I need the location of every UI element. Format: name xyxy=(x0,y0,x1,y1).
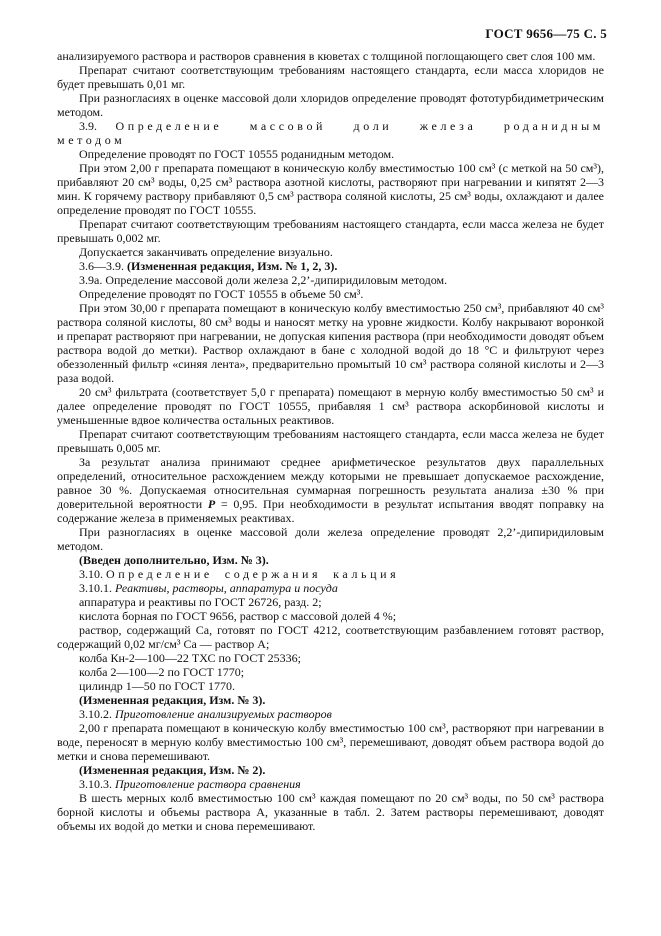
paragraph xyxy=(57,763,604,777)
paragraph xyxy=(57,273,604,287)
paragraph xyxy=(57,567,604,581)
paragraph xyxy=(57,385,604,427)
text-run: Определение проводят по ГОСТ 10555 роданидным методом. xyxy=(79,147,395,161)
text-run: Препарат считают соответствующим требованиям настоящего стандарта, если масса железа не будет превышать 0,005 мг. xyxy=(57,427,604,455)
paragraph xyxy=(57,63,604,91)
text-run: цилиндр 1—50 по ГОСТ 1770. xyxy=(79,679,235,693)
text-run: Препарат считают соответствующим требованиям настоящего стандарта, если масса железа не будет превышать 0,002 мг. xyxy=(57,217,604,245)
paragraph xyxy=(57,525,604,553)
text-run: Препарат считают соответствующим требованиям настоящего стандарта, если масса хлоридов не будет превышать 0,01 мг. xyxy=(57,63,604,91)
text-run: = 0,95. При необходимости в результат испытания вводят поправку на содержание железа в применяемых реактивах. xyxy=(57,497,604,525)
page-header-standard-number: ГОСТ 9656—75 С. 5 xyxy=(485,26,607,41)
paragraph xyxy=(57,595,604,609)
paragraph xyxy=(57,245,604,259)
text-run: 3.10.1. xyxy=(79,581,115,595)
text-run: При разногласиях в оценке массовой доли железа определение проводят 2,2’-дипиридиловым методом. xyxy=(57,525,604,553)
text-run-bold: (Измененная редакция, Изм. № 1, 2, 3). xyxy=(127,259,338,273)
text-run: колба Кн-2—100—22 ТХС по ГОСТ 25336; xyxy=(79,651,301,665)
text-run: 3.10.2. xyxy=(79,707,115,721)
text-run: При разногласиях в оценке массовой доли хлоридов определение проводят фототурбидиметрическим методом. xyxy=(57,91,604,119)
text-run: 20 см³ фильтрата (соответствует 5,0 г препарата) помещают в мерную колбу вместимостью 50 см³ и далее определение проводят по ГОСТ 10555, прибавляя 1 см³ раствора аскорбиновой кислоты и уменьшенные вдвое количества остальных реактивов. xyxy=(57,385,604,427)
paragraph xyxy=(57,651,604,665)
text-run: 3.10. xyxy=(79,567,106,581)
text-run: При этом 30,00 г препарата помещают в коническую колбу вместимостью 250 см³, прибавляют 40 см³ раствора соляной кислоты, 80 см³ воды и наносят метку на уровне жидкости. Колбу накрывают воронкой и препарат растворяют при нагревании, не допуская кипения раствора (при необходимости доводят объем раствора водой до метки). Раствор охлаждают в бане с холодной водой до 18 °С и фильтруют через обеззоленный фильтр «синяя лента», предварительно промытый 10 см³ раствора соляной кислоты и 2—3 раза водой. xyxy=(57,301,604,385)
text-run: кислота борная по ГОСТ 9656, раствор с массовой долей 4 %; xyxy=(79,609,397,623)
text-run-bolditalic: Р xyxy=(207,497,216,511)
text-run: В шесть мерных колб вместимостью 100 см³ каждая помещают по 20 см³ воды, по 50 см³ раствора борной кислоты и объемы раствора А, указанные в табл. 2. Затем растворы перемешивают, доводят объемы их водой до метки и снова перемешивают. xyxy=(57,791,604,833)
text-run-spaced: Определение содержания кальция xyxy=(106,567,400,581)
text-run: раствор, содержащий Са, готовят по ГОСТ 4212, соответствующим разбавлением готовят раствор, содержащий 0,02 мг/см³ Са — раствор А; xyxy=(57,623,604,651)
text-run-spaced: Определение массовой доли железа роданидным методом xyxy=(57,119,604,147)
text-run-italic: Приготовление анализируемых растворов xyxy=(115,707,332,721)
paragraph xyxy=(57,553,604,567)
paragraph xyxy=(57,455,604,525)
paragraph xyxy=(57,259,604,273)
text-run: За результат анализа принимают среднее арифметическое результатов двух параллельных определений, относительное расхождением между которыми не превышает допускаемое расхождение, равное 30 %. Допускаемая относительная суммарная погрешность результата анализа ±30 % при доверительной вероятности xyxy=(57,455,604,511)
paragraph xyxy=(57,287,604,301)
paragraph xyxy=(57,581,604,595)
text-run: анализируемого раствора и растворов сравнения в кюветах с толщиной поглощающего свет слоя 100 мм. xyxy=(57,49,596,63)
paragraph xyxy=(57,609,604,623)
text-run-bold: (Измененная редакция, Изм. № 2). xyxy=(79,763,266,777)
text-run: аппаратура и реактивы по ГОСТ 26726, разд. 2; xyxy=(79,595,322,609)
paragraph xyxy=(57,91,604,119)
text-run: Допускается заканчивать определение визуально. xyxy=(79,245,333,259)
paragraph xyxy=(57,49,604,63)
paragraph xyxy=(57,161,604,217)
text-run: колба 2—100—2 по ГОСТ 1770; xyxy=(79,665,245,679)
text-run: 3.6—3.9. xyxy=(79,259,127,273)
text-run: При этом 2,00 г препарата помещают в коническую колбу вместимостью 100 см³ (с меткой на 50 см³), прибавляют 20 см³ воды, 0,25 см³ раствора азотной кислоты, растворяют при нагревании и кипятят 2—3 мин. К горячему раствору прибавляют 0,5 см³ раствора соляной кислоты, 25 см³ воды, охлаждают и далее определение проводят по ГОСТ 10555. xyxy=(57,161,604,217)
text-run: 3.9. xyxy=(79,119,116,133)
paragraph xyxy=(57,119,604,147)
paragraph xyxy=(57,679,604,693)
paragraph xyxy=(57,147,604,161)
paragraph xyxy=(57,301,604,385)
paragraph xyxy=(57,693,604,707)
paragraph xyxy=(57,665,604,679)
text-run: 3.10.3. xyxy=(79,777,115,791)
document-body xyxy=(57,49,604,833)
paragraph xyxy=(57,707,604,721)
text-run: Определение проводят по ГОСТ 10555 в объеме 50 см³. xyxy=(79,287,364,301)
text-run-bold: (Введен дополнительно, Изм. № 3). xyxy=(79,553,269,567)
text-run-bold: (Измененная редакция, Изм. № 3). xyxy=(79,693,266,707)
text-run-italic: Приготовление раствора сравнения xyxy=(115,777,301,791)
text-run: 3.9а. Определение массовой доли железа 2,2’-дипиридиловым методом. xyxy=(79,273,448,287)
text-run-italic: Реактивы, растворы, аппаратура и посуда xyxy=(115,581,338,595)
paragraph xyxy=(57,427,604,455)
text-run: 2,00 г препарата помещают в коническую колбу вместимостью 100 см³, растворяют при нагревании в воде, переносят в мерную колбу вместимостью 100 см³, перемешивают, доводят объем раствора водой до метки и снова перемешивают. xyxy=(57,721,604,763)
paragraph xyxy=(57,217,604,245)
paragraph xyxy=(57,791,604,833)
paragraph xyxy=(57,623,604,651)
paragraph xyxy=(57,777,604,791)
paragraph xyxy=(57,721,604,763)
